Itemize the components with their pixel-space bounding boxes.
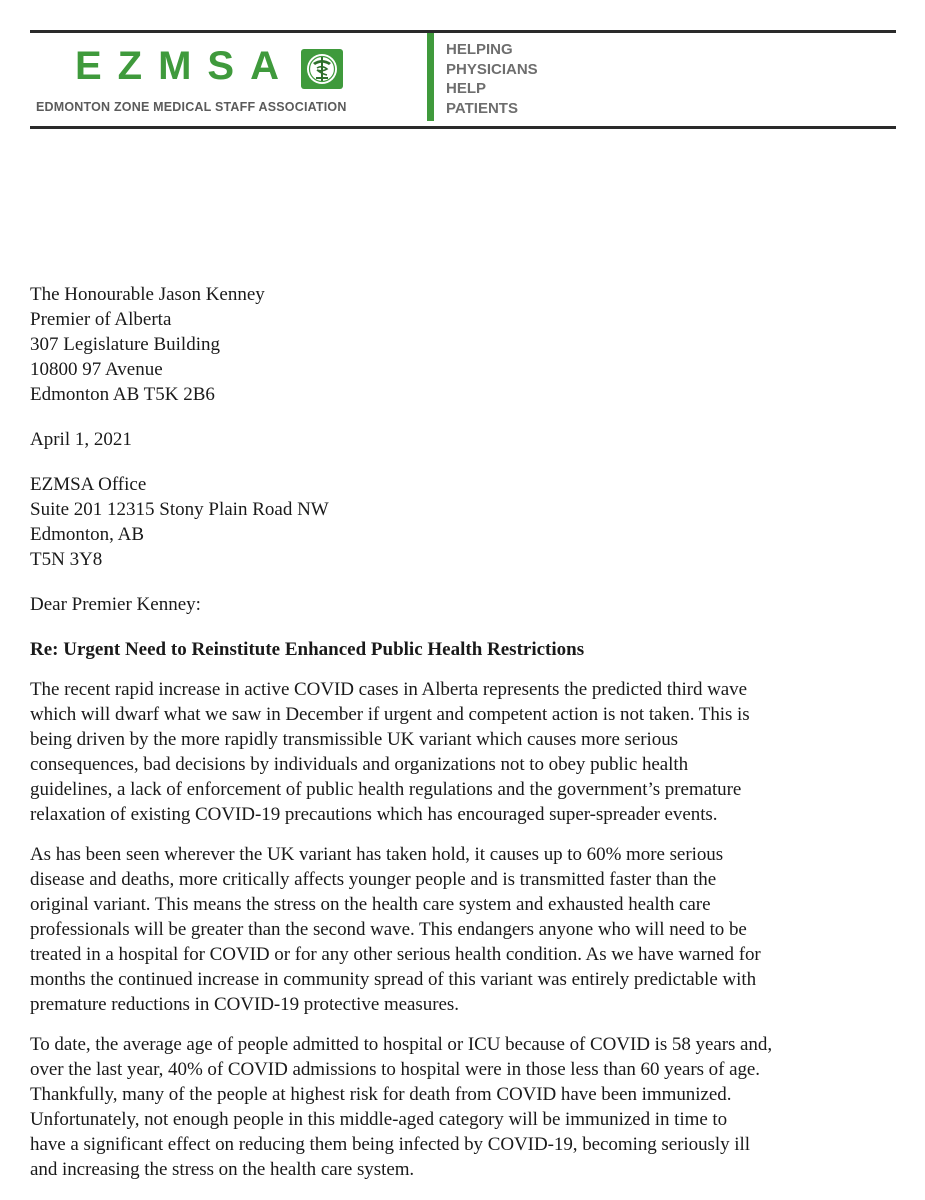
paragraph-line: and increasing the stress on the health care system. [30,1159,415,1180]
address-line: 10800 97 Avenue [30,359,163,380]
address-line: T5N 3Y8 [30,549,103,570]
paragraph-line: treated in a hospital for COVID or for any other serious health condition. As we have warned for [30,944,761,965]
body-paragraph [30,842,900,1017]
tagline-line: HELP [446,80,487,97]
paragraph-line: disease and deaths, more critically affects younger people and is transmitted faster than the [30,869,717,890]
paragraph-line: The recent rapid increase in active COVID cases in Alberta represents the predicted third wave [30,679,747,700]
paragraph-line: being driven by the more rapidly transmissible UK variant which causes more serious [30,729,679,750]
address-line: EZMSA Office [30,474,147,495]
salutation: Dear Premier Kenney: [30,594,201,615]
letter-date: April 1, 2021 [30,429,132,450]
ezmsa-wordmark: EZMSA [75,44,295,88]
organization-name: EDMONTON ZONE MEDICAL STAFF ASSOCIATION [36,100,347,114]
tagline-line: PATIENTS [446,99,518,117]
paragraph-line: Unfortunately, not enough people in this middle-aged category will be immunized in time to [30,1109,728,1130]
tagline-line: HELPING [446,41,513,58]
address-line: 307 Legislature Building [30,334,220,355]
medical-crest-icon [300,48,344,90]
paragraph-line: consequences, bad decisions by individuals and organizations not to obey public health [30,754,689,775]
letter-body [30,282,900,1182]
address-line: Suite 201 12315 Stony Plain Road NW [30,499,329,520]
paragraph-line: over the last year, 40% of COVID admissions to hospital were in those less than 60 years of age. [30,1059,760,1080]
address-line: The Honourable Jason Kenney [30,284,265,305]
tagline-line: PHYSICIANS [446,60,538,78]
letterhead-top-rule [30,30,896,33]
sender-address [30,472,900,572]
letterhead-divider [427,33,434,121]
paragraph-line: professionals will be greater than the second wave. This endangers anyone who will need to be [30,919,747,940]
paragraph-line: guidelines, a lack of enforcement of public health regulations and the government’s premature [30,779,742,800]
address-line: Premier of Alberta [30,309,172,330]
paragraph-line: To date, the average age of people admitted to hospital or ICU because of COVID is 58 years and, [30,1034,773,1055]
tagline [446,40,538,118]
address-line: Edmonton, AB [30,524,145,545]
letterhead-bottom-rule [30,126,896,129]
recipient-address [30,282,900,407]
paragraph-line: premature reductions in COVID-19 protective measures. [30,994,459,1015]
paragraph-line: original variant. This means the stress on the health care system and exhausted health care [30,894,711,915]
paragraph-line: Thankfully, many of the people at highest risk for death from COVID have been immunized. [30,1084,732,1105]
paragraph-line: relaxation of existing COVID-19 precautions which has encouraged super-spreader events. [30,804,718,825]
body-paragraph [30,677,900,827]
paragraph-line: have a significant effect on reducing them being infected by COVID-19, becoming seriously ill [30,1134,750,1155]
paragraph-line: As has been seen wherever the UK variant has taken hold, it causes up to 60% more serious [30,844,724,865]
paragraph-line: which will dwarf what we saw in December if urgent and competent action is not taken. This is [30,704,750,725]
subject-line: Re: Urgent Need to Reinstitute Enhanced Public Health Restrictions [30,639,585,660]
address-line: Edmonton AB T5K 2B6 [30,384,215,405]
paragraph-line: months the continued increase in community spread of this variant was entirely predictable with [30,969,757,990]
body-paragraph [30,1032,900,1182]
